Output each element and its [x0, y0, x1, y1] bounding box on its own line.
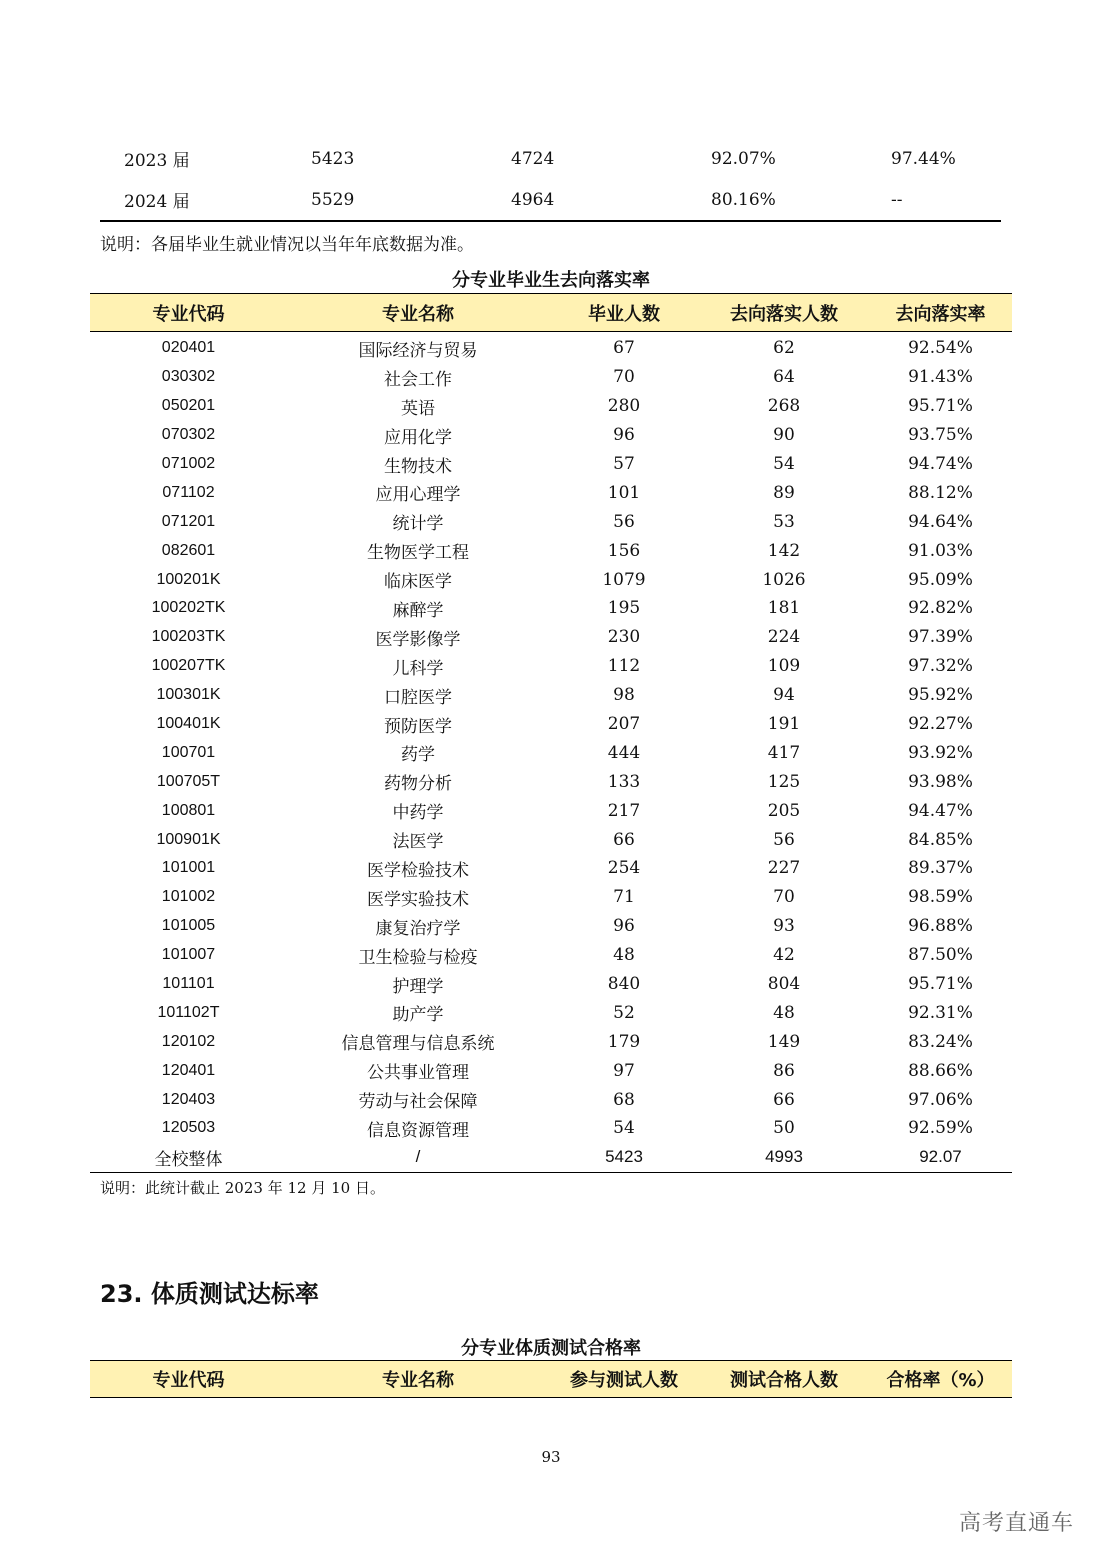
placement-rate: 87.50%	[908, 945, 973, 966]
employed-count: 4964	[511, 179, 711, 221]
table-row	[90, 421, 1012, 450]
major-placement-table	[90, 293, 1012, 1173]
major-code: 082601	[161, 541, 216, 559]
rate-b: --	[891, 179, 1001, 221]
total-major-name: /	[287, 1143, 549, 1172]
major-code: 030302	[161, 368, 216, 386]
employment-note: 说明：各届毕业生就业情况以当年年底数据为准。	[100, 235, 474, 255]
placement-rate: 84.85%	[908, 829, 973, 850]
statistics-cutoff-note: 说明：此统计截止 2023 年 12 月 10 日。	[100, 1179, 385, 1197]
placement-rate: 95.09%	[908, 569, 973, 590]
major-name: 信息资源管理	[367, 1120, 469, 1141]
major-name: 临床医学	[384, 572, 452, 593]
placement-rate: 91.43%	[908, 367, 973, 388]
table-row	[100, 179, 1001, 221]
page-number: 93	[541, 1448, 561, 1466]
major-name: 康复治疗学	[375, 918, 461, 939]
placement-rate: 92.27%	[908, 714, 973, 735]
table-header-row	[90, 1361, 1012, 1398]
placement-rate: 94.47%	[908, 800, 973, 821]
placement-rate: 93.98%	[908, 771, 973, 792]
graduates-count: 98	[613, 685, 635, 706]
major-name: 护理学	[392, 976, 444, 997]
major-name: 劳动与社会保障	[358, 1092, 478, 1113]
placement-rate: 95.71%	[908, 396, 973, 417]
table-header-row	[90, 294, 1012, 332]
major-name: 药物分析	[384, 774, 452, 795]
major-code: 100401K	[156, 715, 221, 733]
placement-rate: 91.03%	[908, 540, 973, 561]
section-heading: 23. 体质测试达标率	[100, 1280, 319, 1308]
total-placement-rate: 92.07	[869, 1143, 1012, 1172]
table-row	[90, 912, 1012, 941]
major-name: 医学实验技术	[367, 889, 469, 910]
placement-rate: 96.88%	[908, 916, 973, 937]
employment-summary-table	[100, 138, 1001, 222]
graduates-count: 179	[607, 1031, 641, 1052]
table-row	[90, 332, 1012, 363]
graduates-count: 230	[607, 627, 641, 648]
major-code: 101007	[161, 946, 216, 964]
table-row	[90, 565, 1012, 594]
major-code: 101102T	[157, 1003, 220, 1021]
graduates-count: 5423	[311, 148, 355, 169]
major-code: 100701	[161, 743, 216, 761]
table-row	[90, 1056, 1012, 1085]
placement-rate: 89.37%	[908, 858, 973, 879]
major-code: 100901K	[156, 830, 221, 848]
placed-count: 125	[767, 771, 801, 792]
graduates-count: 444	[607, 742, 641, 763]
graduates-count: 133	[607, 771, 641, 792]
placed-count: 181	[767, 598, 801, 619]
cohort-year: 2024 届	[100, 179, 311, 221]
major-name: 药学	[401, 745, 435, 766]
placement-rate: 92.54%	[908, 338, 973, 359]
placement-rate: 88.66%	[908, 1060, 973, 1081]
placed-count: 268	[767, 396, 801, 417]
placed-count: 109	[767, 656, 801, 677]
major-code: 100705T	[156, 772, 221, 790]
graduates-count: 67	[613, 338, 635, 359]
placement-rate: 94.64%	[908, 511, 973, 532]
graduates-count: 66	[613, 829, 635, 850]
major-code: 120503	[161, 1119, 216, 1137]
placement-rate: 93.75%	[908, 425, 973, 446]
placed-count: 53	[773, 511, 795, 532]
graduates-count: 52	[613, 1002, 635, 1023]
placed-count: 56	[773, 829, 795, 850]
header-major-name: 专业名称	[287, 1361, 549, 1398]
placement-rate: 95.92%	[908, 685, 973, 706]
major-name: 医学影像学	[375, 629, 461, 650]
major-name: 国际经济与贸易	[358, 340, 478, 361]
graduates-count: 280	[607, 396, 641, 417]
graduates-count: 97	[613, 1060, 635, 1081]
graduates-count: 5529	[311, 179, 511, 221]
table-row	[90, 681, 1012, 710]
graduates-count: 195	[607, 598, 641, 619]
major-code: 101001	[161, 859, 216, 877]
graduates-count: 48	[613, 945, 635, 966]
header-pass-rate: 合格率（%）	[869, 1361, 1012, 1398]
table-row	[90, 1114, 1012, 1143]
table-row	[90, 941, 1012, 970]
graduates-count: 68	[613, 1089, 635, 1110]
major-code: 071102	[162, 483, 215, 501]
major-code: 120403	[161, 1090, 216, 1108]
placed-count: 66	[773, 1089, 795, 1110]
graduates-count: 96	[613, 425, 635, 446]
table-row	[90, 710, 1012, 739]
total-placed-count: 4993	[699, 1143, 869, 1172]
table-row	[90, 652, 1012, 681]
table-row	[90, 363, 1012, 392]
placement-rate: 93.92%	[908, 742, 973, 763]
graduates-count: 56	[613, 511, 635, 532]
major-code: 100301K	[156, 686, 221, 704]
total-graduates-count: 5423	[549, 1143, 699, 1172]
graduates-count: 112	[607, 656, 641, 677]
header-graduates: 毕业人数	[549, 294, 699, 332]
placed-count: 227	[767, 858, 801, 879]
table-row	[90, 450, 1012, 479]
placed-count: 93	[773, 916, 795, 937]
major-name: 儿科学	[392, 658, 444, 679]
graduates-count: 207	[607, 714, 641, 735]
graduates-count: 840	[607, 974, 641, 995]
total-major-code: 全校整体	[90, 1143, 287, 1172]
major-name: 社会工作	[384, 369, 452, 390]
placement-rate: 88.12%	[908, 482, 973, 503]
cohort-year: 2023 届	[124, 151, 190, 171]
major-name: 信息管理与信息系统	[341, 1034, 495, 1055]
placement-rate: 92.59%	[908, 1118, 973, 1139]
phys-table-title: 分专业体质测试合格率	[461, 1338, 641, 1359]
table-row	[90, 970, 1012, 999]
graduates-count: 96	[613, 916, 635, 937]
major-name: 口腔医学	[384, 687, 452, 708]
table-row	[90, 796, 1012, 825]
major-name: 法医学	[392, 832, 444, 853]
major-name: 助产学	[392, 1005, 444, 1026]
graduates-count: 70	[613, 367, 635, 388]
major-name: 公共事业管理	[367, 1063, 469, 1084]
major-name: 应用心理学	[375, 485, 461, 506]
placed-count: 224	[767, 627, 801, 648]
header-major-code: 专业代码	[90, 1361, 287, 1398]
placement-rate: 95.71%	[908, 974, 973, 995]
placed-count: 54	[773, 454, 795, 474]
table-row	[90, 825, 1012, 854]
placed-count: 64	[773, 367, 795, 388]
major-name: 英语	[401, 398, 435, 419]
rate-a: 92.07%	[711, 148, 776, 169]
watermark: 高考直通车	[958, 1511, 1074, 1536]
major-code: 050201	[161, 397, 216, 415]
major-code: 101002	[161, 888, 216, 906]
graduates-count: 57	[613, 454, 635, 474]
table-row	[90, 478, 1012, 507]
placed-count: 90	[773, 425, 795, 446]
placed-count: 804	[767, 974, 801, 995]
major-code: 100801	[161, 801, 216, 819]
major-code: 101101	[162, 975, 215, 993]
table-row	[90, 392, 1012, 421]
major-code: 070302	[161, 426, 216, 444]
graduates-count: 71	[613, 887, 635, 908]
major-name: 应用化学	[384, 427, 452, 448]
table-row	[90, 1085, 1012, 1114]
major-code: 100201K	[156, 570, 221, 588]
major-name: 预防医学	[384, 716, 452, 737]
table-row	[90, 998, 1012, 1027]
placed-count: 142	[767, 540, 801, 561]
table-row	[90, 594, 1012, 623]
table-row	[90, 767, 1012, 796]
table-row	[90, 883, 1012, 912]
major-code: 101005	[161, 917, 216, 935]
major-code: 071201	[161, 512, 216, 530]
placed-count: 86	[773, 1060, 795, 1081]
major-code: 020401	[161, 339, 216, 357]
placed-count: 62	[773, 338, 795, 359]
physical-test-table	[90, 1360, 1012, 1398]
major-name: 中药学	[392, 803, 444, 824]
graduates-count: 156	[607, 540, 641, 561]
placement-rate: 97.39%	[908, 627, 973, 648]
major-name: 统计学	[392, 514, 444, 535]
header-passed: 测试合格人数	[699, 1361, 869, 1398]
major-name: 卫生检验与检疫	[358, 947, 478, 968]
major-name: 麻醉学	[392, 600, 444, 621]
placement-rate: 94.74%	[908, 454, 973, 474]
graduates-count: 254	[607, 858, 641, 879]
major-code: 100202TK	[151, 599, 226, 617]
placement-rate: 92.82%	[908, 598, 973, 619]
header-major-code: 专业代码	[90, 294, 287, 332]
major-table-title: 分专业毕业生去向落实率	[452, 270, 650, 291]
graduates-count: 54	[613, 1118, 635, 1139]
employed-count: 4724	[511, 148, 555, 169]
placed-count: 42	[773, 945, 795, 966]
rate-b: 97.44%	[891, 148, 956, 169]
total-row	[90, 1143, 1012, 1172]
placed-count: 1026	[762, 569, 806, 590]
placed-count: 70	[773, 887, 795, 908]
header-placement-rate: 去向落实率	[869, 294, 1012, 332]
graduates-count: 217	[607, 800, 641, 821]
header-major-name: 专业名称	[287, 294, 549, 332]
placement-rate: 97.06%	[908, 1089, 973, 1110]
graduates-count: 101	[607, 482, 641, 503]
rate-a: 80.16%	[711, 179, 891, 221]
placement-rate: 97.32%	[908, 656, 973, 677]
table-row	[90, 536, 1012, 565]
table-row	[90, 854, 1012, 883]
major-code: 100203TK	[151, 628, 226, 646]
placed-count: 417	[767, 742, 801, 763]
placed-count: 89	[773, 482, 795, 503]
major-name: 生物医学工程	[367, 543, 469, 564]
major-name: 生物技术	[384, 456, 452, 477]
major-code: 071002	[161, 455, 216, 472]
table-row	[90, 738, 1012, 767]
header-participants: 参与测试人数	[549, 1361, 699, 1398]
table-row	[100, 138, 1001, 179]
placed-count: 191	[767, 714, 801, 735]
major-code: 120401	[161, 1061, 216, 1079]
graduates-count: 1079	[602, 569, 646, 590]
major-code: 100207TK	[151, 657, 226, 675]
table-row	[90, 1027, 1012, 1056]
placed-count: 48	[773, 1002, 795, 1023]
major-name: 医学检验技术	[367, 860, 469, 881]
table-row	[90, 623, 1012, 652]
header-placed: 去向落实人数	[699, 294, 869, 332]
placed-count: 94	[773, 685, 795, 706]
placed-count: 205	[767, 800, 801, 821]
placement-rate: 98.59%	[908, 887, 973, 908]
placed-count: 50	[773, 1118, 795, 1139]
placed-count: 149	[767, 1031, 801, 1052]
placement-rate: 92.31%	[908, 1002, 973, 1023]
placement-rate: 83.24%	[908, 1031, 973, 1052]
table-row	[90, 507, 1012, 536]
major-code: 120102	[161, 1032, 216, 1050]
